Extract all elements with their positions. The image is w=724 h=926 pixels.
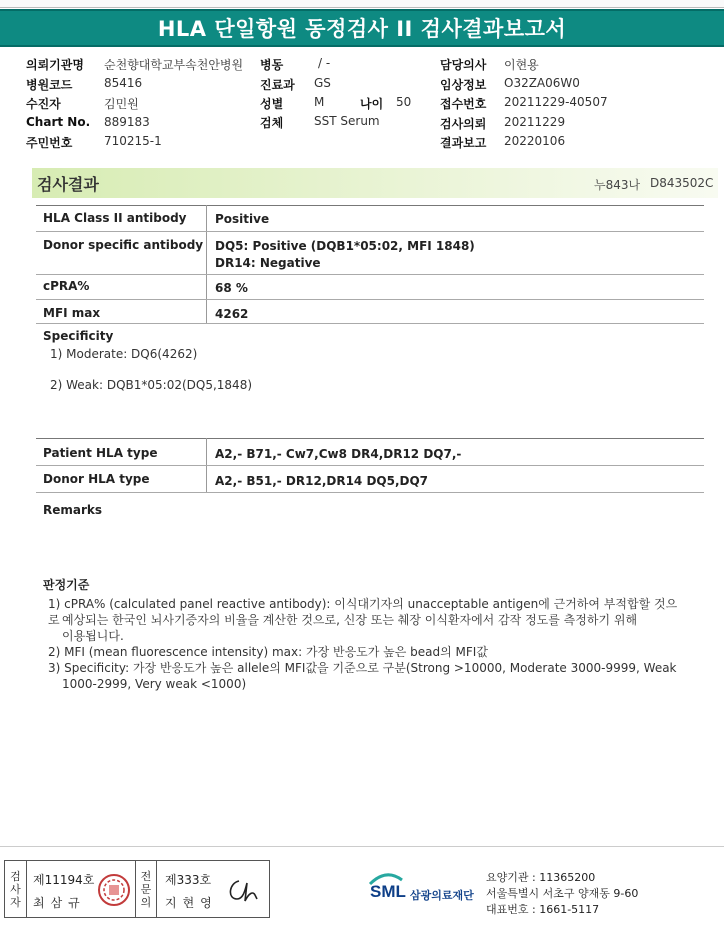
sex-value: M: [314, 95, 325, 109]
address: 서울특별시 서초구 양재동 9-60: [486, 887, 639, 900]
resident-value: 710215-1: [104, 134, 162, 148]
footer-divider: [0, 846, 724, 847]
institution-label: 의뢰기관명: [26, 58, 84, 72]
divider: [36, 299, 704, 300]
result-value-dsa: DQ5: Positive (DQB1*05:02, MFI 1848): [215, 239, 475, 253]
hospital-code-value: 85416: [104, 76, 143, 90]
divider: [36, 438, 704, 439]
doctor-label: 담당의사: [440, 58, 487, 72]
column-divider: [206, 205, 207, 323]
sml-logo: [366, 870, 486, 910]
results-section-title: 검사결과: [37, 175, 99, 194]
donor-hla-label: Donor HLA type: [43, 472, 150, 486]
hospital-code-label: 병원코드: [26, 78, 73, 92]
divider: [36, 323, 704, 324]
divider: [36, 274, 704, 275]
result-label-class2: HLA Class II antibody: [43, 211, 187, 225]
result-value-mfi: 4262: [215, 307, 249, 321]
age-label: 나이: [360, 97, 384, 111]
specialist-title: 전 문 의: [135, 861, 157, 917]
provider-number: 요양기관 : 11365200: [486, 871, 596, 884]
age-value: 50: [396, 95, 412, 109]
examinee-label: 수진자: [26, 97, 61, 111]
ward-label: 병동: [260, 58, 284, 72]
examiner-title: 검 사 자: [5, 861, 27, 917]
patient-hla-label: Patient HLA type: [43, 446, 158, 460]
patient-info: [0, 56, 724, 152]
clinical-label: 임상정보: [440, 78, 487, 92]
dept-label: 진료과: [260, 78, 295, 92]
section-code-1: 누843나: [594, 178, 641, 192]
divider: [36, 205, 704, 206]
institution-value: 순천향대학교부속천안병원: [104, 58, 244, 72]
phone-number: 대표번호 : 1661-5117: [486, 903, 600, 916]
report-value: 20220106: [504, 134, 566, 148]
divider: [36, 492, 704, 493]
specificity-item: 2) Weak: DQB1*05:02(DQ5,1848): [50, 378, 253, 392]
result-value-class2: Positive: [215, 212, 270, 226]
report-title: HLA 단일항원 동정검사 II 검사결과보고서: [157, 17, 567, 41]
clinical-value: O32ZA06W0: [504, 76, 580, 90]
donor-hla-value: A2,- B51,- DR12,DR14 DQ5,DQ7: [215, 474, 429, 488]
section-code-2: D843502C: [650, 176, 714, 190]
examiner-license: 제11194호: [33, 873, 95, 887]
chart-label: Chart No.: [26, 115, 91, 129]
report-label: 결과보고: [440, 136, 487, 150]
specificity-item: 1) Moderate: DQ6(4262): [50, 347, 198, 361]
criteria-line: 3) Specificity: 가장 반응도가 높은 allele의 MFI값을 기준으로 구분(Strong >10000, Moderate 3000-9999, Weak: [48, 661, 677, 675]
doctor-value: 이현용: [504, 58, 539, 72]
specimen-value: SST Serum: [314, 114, 380, 128]
dept-value: GS: [314, 76, 331, 90]
sex-label: 성별: [260, 97, 284, 111]
criteria-line: 1) cPRA% (calculated panel reactive antibody): 이식대기자의 unacceptable antigen에 근거하여 부적합할 것으로: [48, 597, 678, 627]
logo-text: SML: [370, 882, 406, 901]
patient-hla-value: A2,- B71,- Cw7,Cw8 DR4,DR12 DQ7,-: [215, 447, 462, 461]
signature-icon: [225, 873, 265, 907]
remarks-label: Remarks: [43, 503, 103, 517]
receipt-label: 접수번호: [440, 97, 487, 111]
report-title-bar: [0, 9, 724, 47]
criteria-line: 예상되는 한국인 뇌사기증자의 비율을 계산한 것으로, 신장 또는 췌장 이식환자에서 감작 정도를 측정하기 위해: [62, 613, 638, 627]
specimen-label: 검체: [260, 116, 284, 130]
divider: [36, 231, 704, 232]
examinee-value: 김민원: [104, 97, 139, 111]
result-value-dsa-2: DR14: Negative: [215, 256, 321, 270]
result-value-cpra: 68 %: [215, 281, 248, 295]
signature-box: [4, 860, 270, 918]
chart-value: 889183: [104, 115, 150, 129]
specialist-license: 제333호: [165, 873, 212, 887]
receipt-value: 20211229-40507: [504, 95, 608, 109]
specialist-name: 지현영: [165, 896, 218, 910]
top-edge: [0, 0, 724, 8]
examiner-name: 최삼규: [33, 896, 86, 910]
result-label-dsa: Donor specific antibody: [43, 238, 204, 252]
official-seal-icon: [97, 873, 131, 907]
organization-name: 삼광의료재단: [410, 889, 474, 902]
divider: [36, 465, 704, 466]
report-footer: [4, 860, 720, 920]
specificity-label: Specificity: [43, 329, 114, 343]
ward-value: / -: [318, 56, 331, 70]
criteria-title: 판정기준: [43, 578, 90, 592]
request-label: 검사의뢰: [440, 117, 487, 131]
criteria-line: 2) MFI (mean fluorescence intensity) max: 가장 반응도가 높은 bead의 MFI값: [48, 645, 488, 659]
criteria-line: 1000-2999, Very weak <1000): [62, 677, 247, 691]
criteria-line: 이용됩니다.: [62, 629, 124, 643]
results-section-header: [32, 168, 718, 198]
result-label-mfi: MFI max: [43, 306, 101, 320]
result-label-cpra: cPRA%: [43, 279, 90, 293]
request-value: 20211229: [504, 115, 566, 129]
resident-label: 주민번호: [26, 136, 73, 150]
